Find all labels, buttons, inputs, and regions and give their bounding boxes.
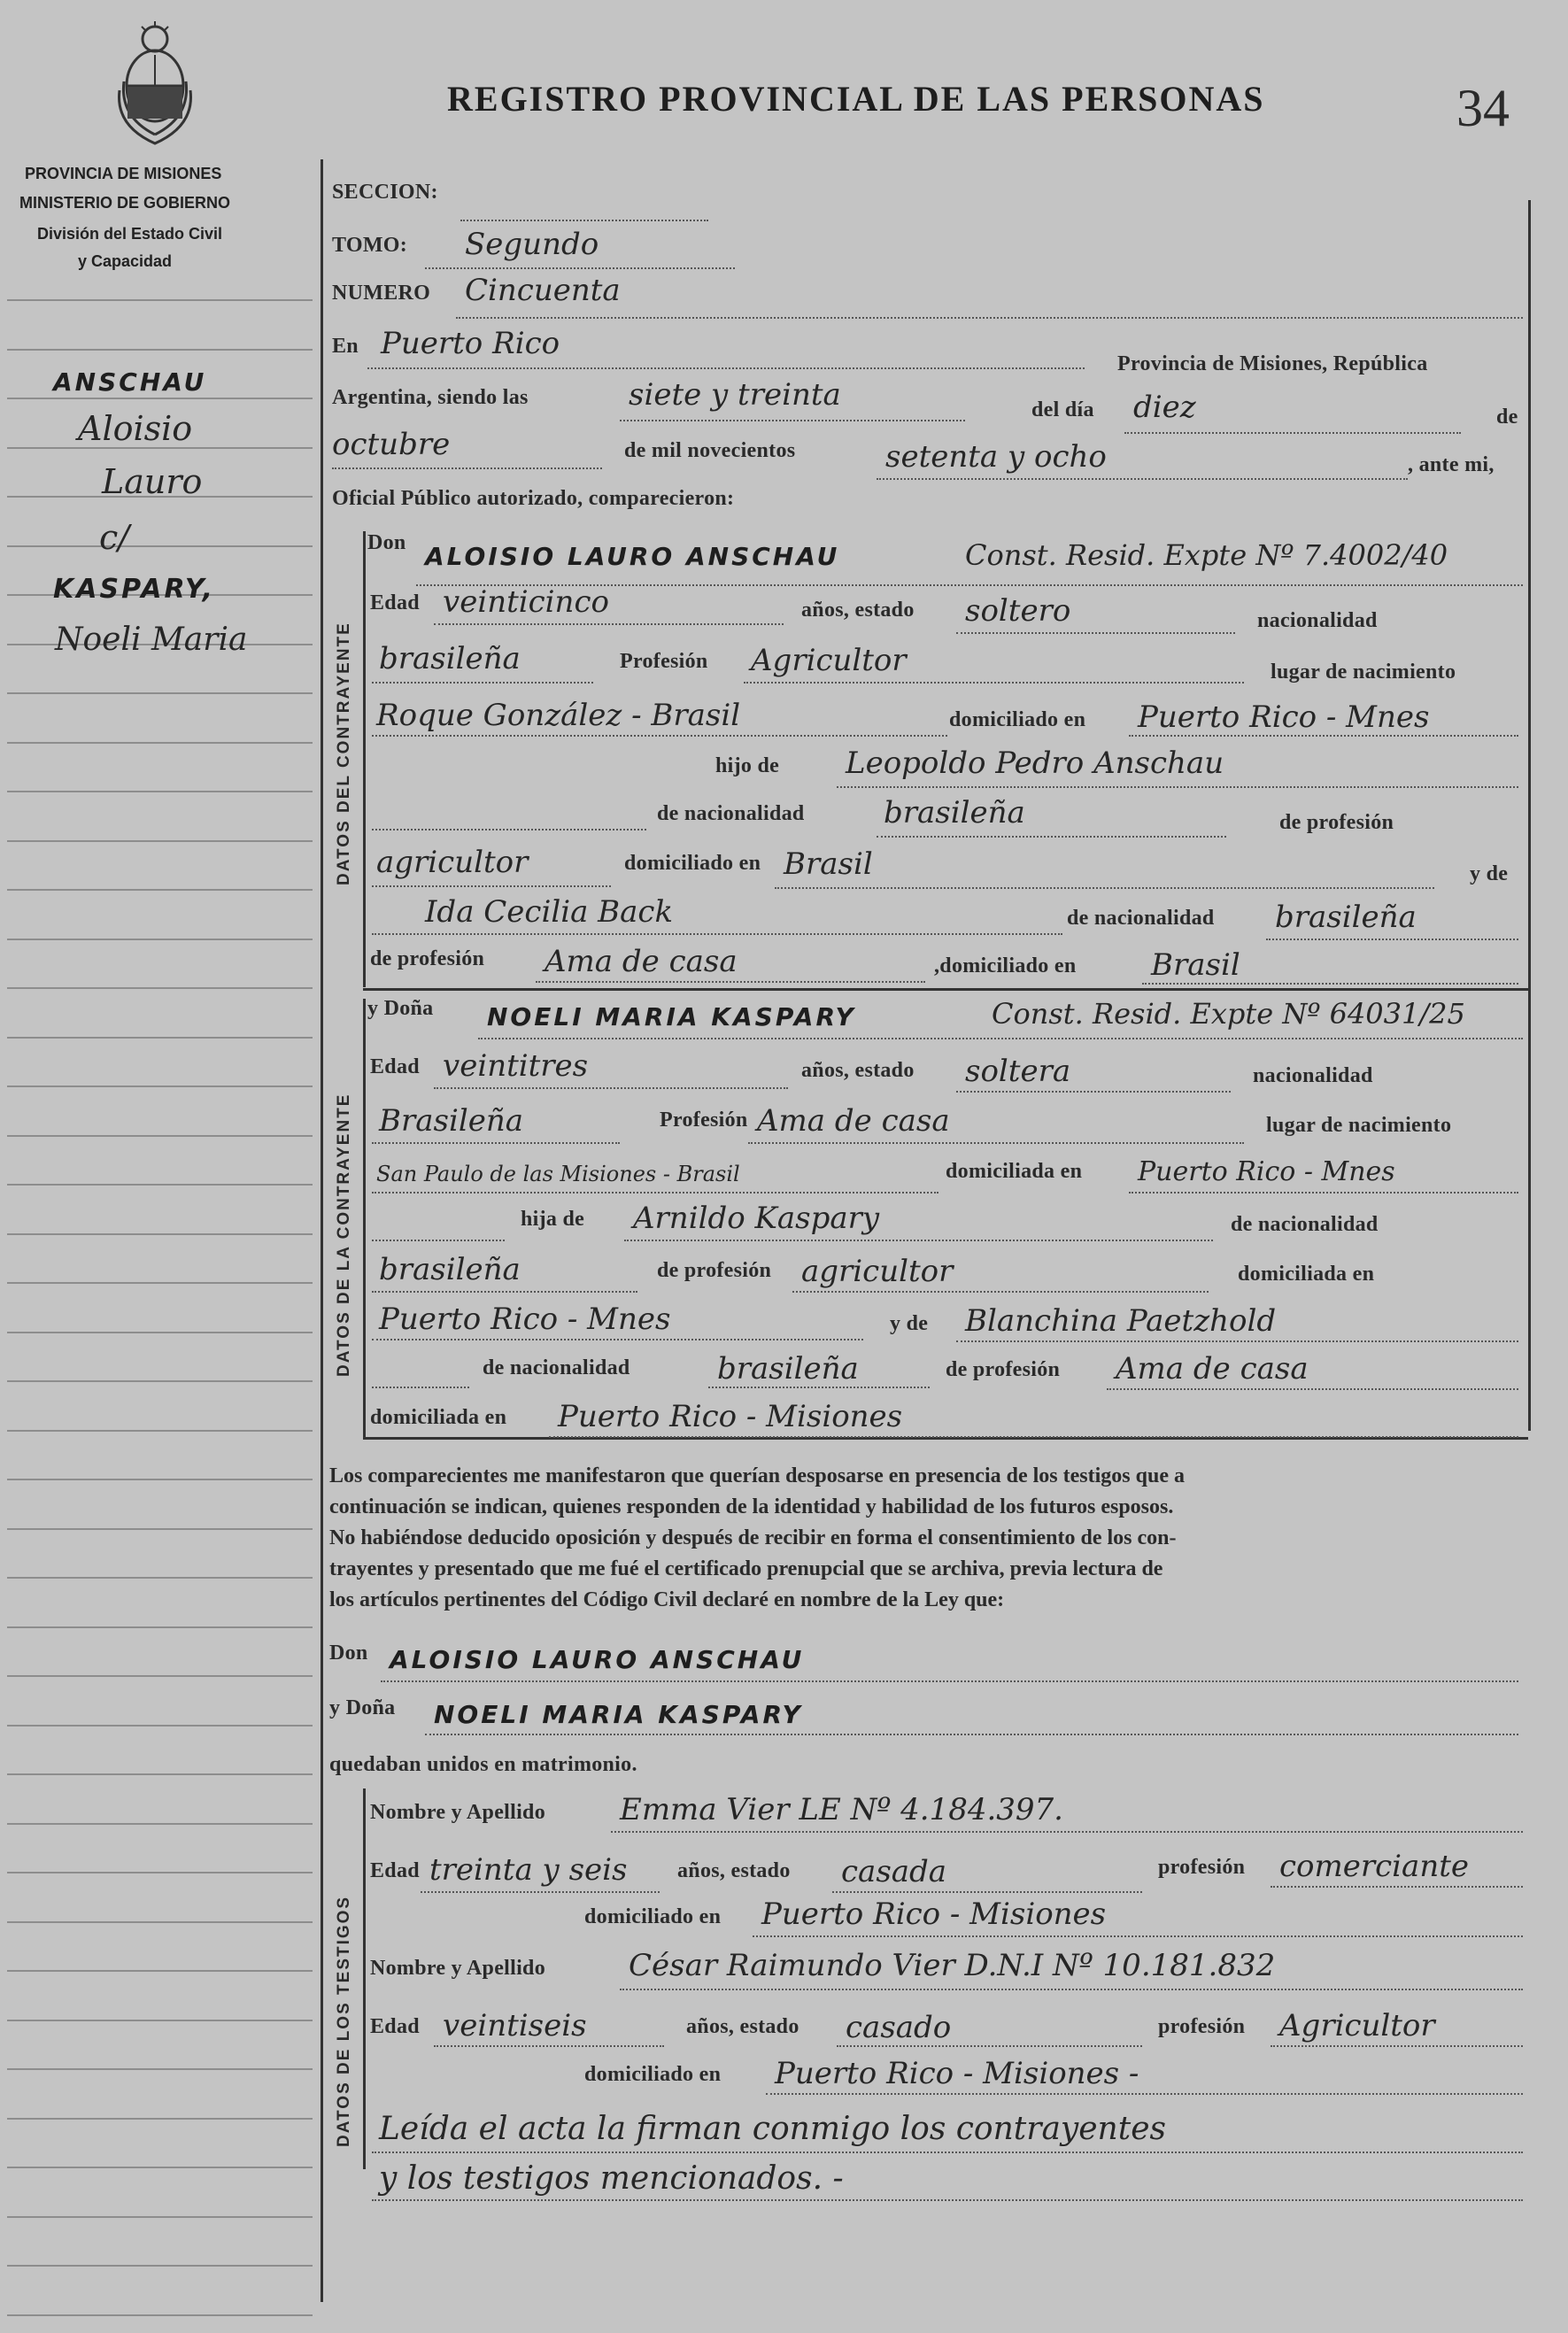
groom-domicilio: Puerto Rico - Mnes: [1138, 699, 1430, 735]
decl-bride-name: NOELI MARIA KASPARY: [434, 1700, 803, 1729]
groom-dom-label: domiciliado en: [949, 708, 1086, 731]
bride-section-line: [363, 999, 366, 1437]
margin-rule-line: [7, 1577, 313, 1579]
w2-prof-label: profesión: [1158, 2015, 1246, 2038]
tomo-value: Segundo: [465, 227, 599, 262]
margin-rule-line: [7, 1282, 313, 1284]
bride-padre-dom: Puerto Rico - Mnes: [379, 1302, 671, 1337]
margin-rule-line: [7, 2216, 313, 2218]
margin-rule-line: [7, 1233, 313, 1235]
statement-line-3: No habiéndose deducido oposición y después de recibir en forma el consentimiento de los con-: [329, 1526, 1177, 1549]
bride-lugar-label: lugar de nacimiento: [1266, 1114, 1452, 1137]
w1-anios-label: años, estado: [677, 1859, 791, 1882]
w2-edad-label: Edad: [370, 2015, 420, 2038]
groom-prof-label: Profesión: [620, 650, 708, 673]
anio-value: setenta y ocho: [885, 439, 1107, 475]
groom-de-prof-label: de profesión: [1279, 811, 1394, 834]
w1-prof-label: profesión: [1158, 1856, 1246, 1879]
margin-rule-line: [7, 1332, 313, 1333]
margin-rule-line: [7, 889, 313, 891]
margin-name-1: Aloisio: [78, 409, 193, 448]
groom-nac-label: nacionalidad: [1257, 609, 1378, 632]
provincia-text: Provincia de Misiones, República: [1117, 352, 1428, 375]
bride-padre-prof: agricultor: [801, 1254, 954, 1289]
margin-rule-line: [7, 742, 313, 744]
ante-mi-text: , ante mi,: [1408, 453, 1495, 476]
bride-hija-label: hija de: [521, 1208, 585, 1231]
dia-value: diez: [1133, 390, 1196, 425]
w1-edad-label: Edad: [370, 1859, 420, 1882]
margin-rule-line: [7, 1479, 313, 1480]
bride-madre-dom: Puerto Rico - Misiones: [558, 1399, 903, 1434]
margin-name-2: Lauro: [102, 462, 203, 501]
oficial-text: Oficial Público autorizado, comparecieron:: [332, 487, 735, 510]
bride-y-de-label: y de: [890, 1312, 929, 1335]
argentina-text: Argentina, siendo las: [332, 386, 529, 409]
margin-rule-line: [7, 1773, 313, 1775]
groom-anios-label: años, estado: [801, 599, 915, 622]
groom-madre-prof: Ama de casa: [545, 944, 738, 979]
margin-rule-line: [7, 1430, 313, 1432]
bride-profesion: Ama de casa: [757, 1103, 950, 1139]
groom-madre: Ida Cecilia Back: [425, 894, 674, 930]
margin-rule-line: [7, 987, 313, 989]
seccion-label: SECCION:: [332, 181, 438, 204]
margin-rule-line: [7, 1725, 313, 1727]
margin-rule-line: [7, 1921, 313, 1923]
groom-de-nac-label: de nacionalidad: [657, 802, 805, 825]
w1-profesion: comerciante: [1279, 1849, 1469, 1884]
groom-y-de-label: y de: [1470, 862, 1509, 885]
bride-de-nac2-label: de nacionalidad: [483, 1356, 630, 1379]
statement-line-2: continuación se indican, quienes responden de la identidad y habilidad de los futuros esposos.: [329, 1495, 1174, 1518]
numero-label: NUMERO: [332, 282, 431, 305]
groom-edad-label: Edad: [370, 591, 420, 614]
groom-dom3-label: ,domiciliado en: [934, 954, 1077, 977]
groom-side-label: DATOS DEL CONTRAYENTE: [335, 622, 353, 885]
margin-rule-line: [7, 1085, 313, 1087]
decl-don-label: Don: [329, 1642, 368, 1665]
bride-edad: veintitres: [443, 1048, 589, 1084]
don-label: Don: [367, 531, 406, 554]
bride-side-label: DATOS DE LA CONTRAYENTE: [335, 1093, 353, 1377]
groom-padre: Leopoldo Pedro Anschau: [846, 745, 1224, 781]
w2-profesion: Agricultor: [1279, 2008, 1435, 2043]
margin-rule-line: [7, 2265, 313, 2267]
margin-rule-line: [7, 2118, 313, 2120]
section-divider-1: [363, 988, 1528, 991]
argentina-coat-of-arms-icon: [106, 19, 204, 152]
margin-rule-line: [7, 840, 313, 842]
mes-value: octubre: [332, 427, 451, 462]
bride-lugar-nac: San Paulo de las Misiones - Brasil: [376, 1162, 740, 1186]
bride-prof-label: Profesión: [660, 1109, 748, 1132]
margin-rule-line: [7, 1823, 313, 1825]
org-line-1: PROVINCIA DE MISIONES: [25, 165, 222, 182]
margin-surname-bride: KASPARY,: [53, 574, 216, 605]
groom-de-prof2-label: de profesión: [370, 947, 485, 970]
groom-dom2-label: domiciliado en: [624, 852, 761, 875]
margin-rule-line: [7, 1675, 313, 1677]
bride-madre-prof: Ama de casa: [1116, 1351, 1309, 1387]
de-label: de: [1496, 406, 1518, 429]
margin-rule-line: [7, 1528, 313, 1530]
margin-rule-line: [7, 1380, 313, 1382]
w2-nombre: César Raimundo Vier D.N.I Nº 10.181.832: [629, 1948, 1276, 1983]
w1-edad: treinta y seis: [429, 1852, 628, 1888]
groom-doc: Const. Resid. Expte Nº 7.4002/40: [965, 538, 1448, 572]
bride-dom3-label: domiciliada en: [370, 1406, 507, 1429]
margin-rule-line: [7, 1872, 313, 1873]
groom-madre-dom: Brasil: [1151, 947, 1240, 983]
margin-rule-line: [7, 349, 313, 351]
numero-value: Cincuenta: [465, 273, 621, 308]
witness-section-line: [363, 1788, 366, 2169]
bride-padre-nac: brasileña: [379, 1252, 521, 1287]
frame-left-line: [321, 159, 323, 2302]
bride-de-prof-label: de profesión: [657, 1259, 772, 1282]
hora-value: siete y treinta: [629, 377, 841, 413]
w2-dom-label: domiciliado en: [584, 2063, 722, 2086]
margin-rule-line: [7, 398, 313, 399]
tomo-label: TOMO:: [332, 234, 408, 257]
statement-line-1: Los comparecientes me manifestaron que querían desposarse en presencia de los testigos que a: [329, 1464, 1185, 1487]
groom-de-nac2-label: de nacionalidad: [1067, 907, 1215, 930]
margin-rule-line: [7, 1184, 313, 1186]
margin-rule-line: [7, 299, 313, 301]
w1-estado: casada: [841, 1854, 947, 1889]
bride-dom2-label: domiciliada en: [1238, 1263, 1375, 1286]
page-title: REGISTRO PROVINCIAL DE LAS PERSONAS: [447, 79, 1265, 119]
margin-name-3: Noeli Maria: [55, 622, 248, 658]
groom-section-line: [363, 531, 366, 987]
w2-estado: casado: [846, 2010, 952, 2045]
bride-nacionalidad: Brasileña: [379, 1103, 523, 1139]
margin-rule-line: [7, 2020, 313, 2021]
bride-de-prof2-label: de profesión: [946, 1358, 1061, 1381]
bride-madre: Blanchina Paetzhold: [965, 1303, 1277, 1339]
del-dia-label: del día: [1031, 398, 1094, 421]
bride-anios-label: años, estado: [801, 1059, 915, 1082]
margin-rule-line: [7, 2314, 313, 2316]
bride-padre: Arnildo Kaspary: [633, 1201, 880, 1236]
groom-nacionalidad: brasileña: [379, 641, 521, 676]
bride-nac-label: nacionalidad: [1253, 1064, 1373, 1087]
groom-padre-dom: Brasil: [784, 846, 873, 882]
groom-profesion: Agricultor: [751, 643, 907, 678]
groom-edad: veinticinco: [443, 584, 609, 620]
groom-lugar-label: lugar de nacimiento: [1271, 661, 1456, 684]
de-mil-text: de mil novecientos: [624, 439, 796, 462]
bride-dom-label: domiciliada en: [946, 1160, 1083, 1183]
bride-domicilio: Puerto Rico - Mnes: [1138, 1156, 1395, 1187]
org-line-2: MINISTERIO DE GOBIERNO: [19, 194, 231, 212]
page-number: 34: [1456, 79, 1510, 137]
margin-rule-line: [7, 1037, 313, 1039]
decl-groom-name: ALOISIO LAURO ANSCHAU: [390, 1645, 805, 1674]
margin-rule-line: [7, 692, 313, 694]
w1-nombre-label: Nombre y Apellido: [370, 1801, 546, 1824]
closing-line-1: Leída el acta la firman conmigo los contrayentes: [379, 2111, 1166, 2147]
org-line-4: y Capacidad: [78, 252, 173, 270]
statement-line-4: trayentes y presentado que me fué el certificado prenupcial que se archiva, previa lectura de: [329, 1557, 1163, 1580]
unidos-text: quedaban unidos en matrimonio.: [329, 1753, 637, 1776]
groom-lugar-nac: Roque González - Brasil: [376, 698, 741, 733]
bride-name: NOELI MARIA KASPARY: [487, 1002, 856, 1031]
statement-paragraph: [329, 1461, 1520, 1616]
groom-hijo-label: hijo de: [715, 754, 780, 777]
bride-estado: soltera: [965, 1054, 1071, 1089]
bride-doc: Const. Resid. Expte Nº 64031/25: [992, 997, 1465, 1031]
margin-rule-line: [7, 939, 313, 940]
en-value: Puerto Rico: [381, 326, 560, 361]
bride-de-nac-label: de nacionalidad: [1231, 1213, 1379, 1236]
groom-padre-nac: brasileña: [884, 795, 1025, 830]
decl-dona-label: y Doña: [329, 1696, 396, 1719]
statement-line-5: los artículos pertinentes del Código Civil declaré en nombre de la Ley que:: [329, 1588, 1005, 1611]
w2-domicilio: Puerto Rico - Misiones -: [775, 2056, 1139, 2091]
dona-label: y Doña: [367, 997, 434, 1020]
w2-anios-label: años, estado: [686, 2015, 799, 2038]
w2-nombre-label: Nombre y Apellido: [370, 1957, 546, 1980]
bride-edad-label: Edad: [370, 1055, 420, 1078]
en-label: En: [332, 335, 359, 358]
groom-madre-nac: brasileña: [1275, 900, 1417, 935]
groom-estado: soltero: [965, 593, 1071, 629]
margin-rule-line: [7, 2068, 313, 2070]
w1-domicilio: Puerto Rico - Misiones: [761, 1897, 1107, 1932]
closing-line-2: y los testigos mencionados. -: [379, 2160, 844, 2197]
margin-rule-line: [7, 1135, 313, 1137]
margin-rule-line: [7, 2167, 313, 2168]
org-line-3: División del Estado Civil: [37, 225, 223, 243]
margin-surname-groom: ANSCHAU: [53, 367, 207, 397]
margin-rule-line: [7, 1970, 313, 1972]
margin-rule-line: [7, 791, 313, 792]
witness-side-label: DATOS DE LOS TESTIGOS: [335, 1895, 353, 2147]
w2-edad: veintiseis: [443, 2008, 587, 2043]
w1-nombre: Emma Vier LE Nº 4.184.397.: [620, 1792, 1063, 1827]
bride-madre-nac: brasileña: [717, 1351, 859, 1387]
margin-rule-line: [7, 545, 313, 547]
margin-conj: c/: [99, 518, 130, 557]
margin-rule-line: [7, 1626, 313, 1628]
groom-padre-prof: agricultor: [376, 845, 529, 880]
w1-dom-label: domiciliado en: [584, 1905, 722, 1928]
frame-right-line: [1528, 200, 1531, 1431]
groom-name: ALOISIO LAURO ANSCHAU: [425, 542, 840, 571]
